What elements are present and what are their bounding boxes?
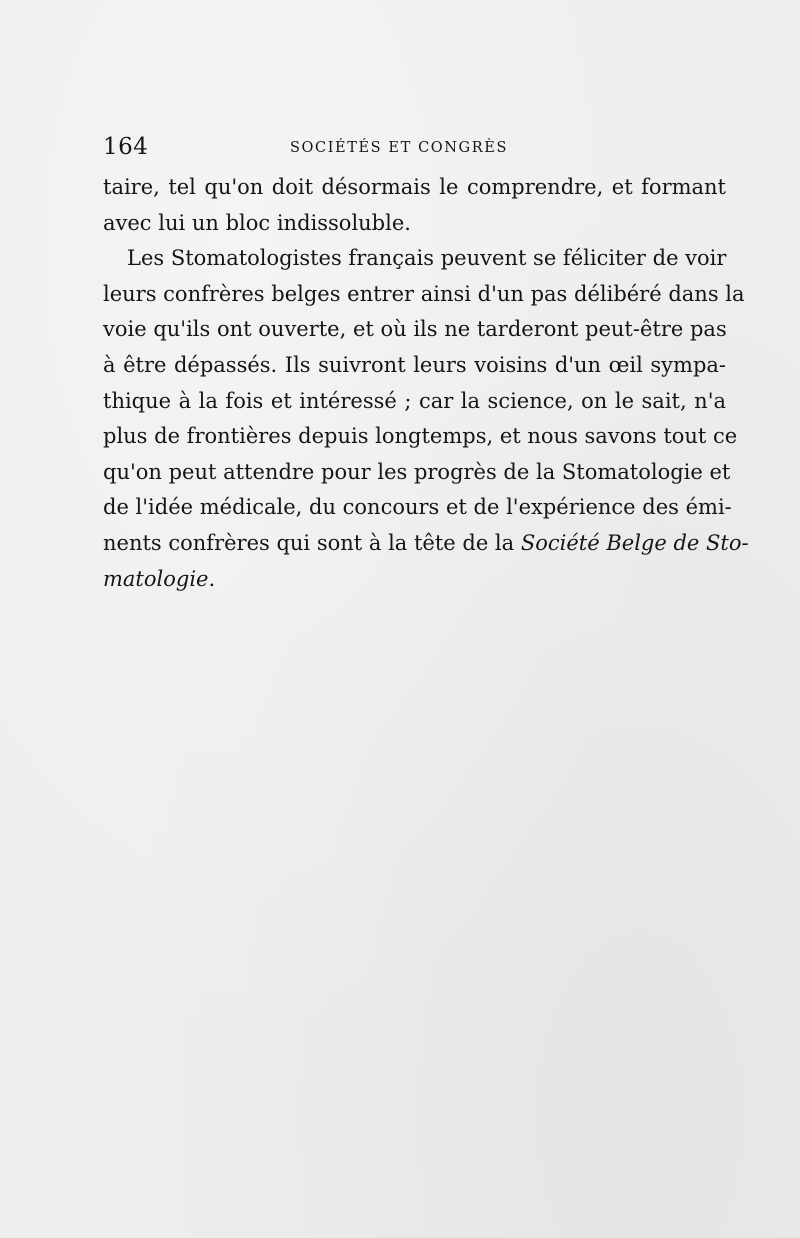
- running-head: [103, 134, 723, 168]
- text-line: [103, 526, 749, 562]
- society-name-part1: Société Belge de Sto-: [520, 530, 749, 555]
- text-line: plus de frontières depuis longtemps, et nous savons tout ce: [103, 424, 738, 449]
- text-line: avec lui un bloc indissoluble.: [103, 210, 411, 235]
- text-line: leurs confrères belges entrer ainsi d'un pas délibéré dans la: [103, 281, 745, 306]
- text-line: qu'on peut attendre pour les progrès de la Stomatologie et: [103, 459, 731, 484]
- text-line: thique à la fois et intéressé ; car la science, on le sait, n'a: [103, 388, 726, 413]
- society-name-part2: matologie: [103, 566, 209, 591]
- text-line-prefix: nents confrères qui sont à la tête de la: [103, 530, 521, 555]
- page-number: 164: [103, 134, 149, 160]
- text-line: Les Stomatologistes français peuvent se féliciter de voir: [127, 246, 727, 271]
- text-line: voie qu'ils ont ouverte, et où ils ne tarderont peut-être pas: [103, 317, 727, 342]
- text-line: [103, 562, 726, 598]
- text-line: taire, tel qu'on doit désormais le comprendre, et formant: [103, 175, 726, 199]
- body-text: [103, 170, 749, 597]
- text-line: à être dépassés. Ils suivront leurs voisins d'un œil sympa-: [103, 352, 726, 377]
- running-title: SOCIÉTÉS ET CONGRÈS: [290, 140, 508, 156]
- text-line-end: .: [208, 566, 216, 591]
- text-line: de l'idée médicale, du concours et de l'expérience des émi-: [103, 495, 732, 520]
